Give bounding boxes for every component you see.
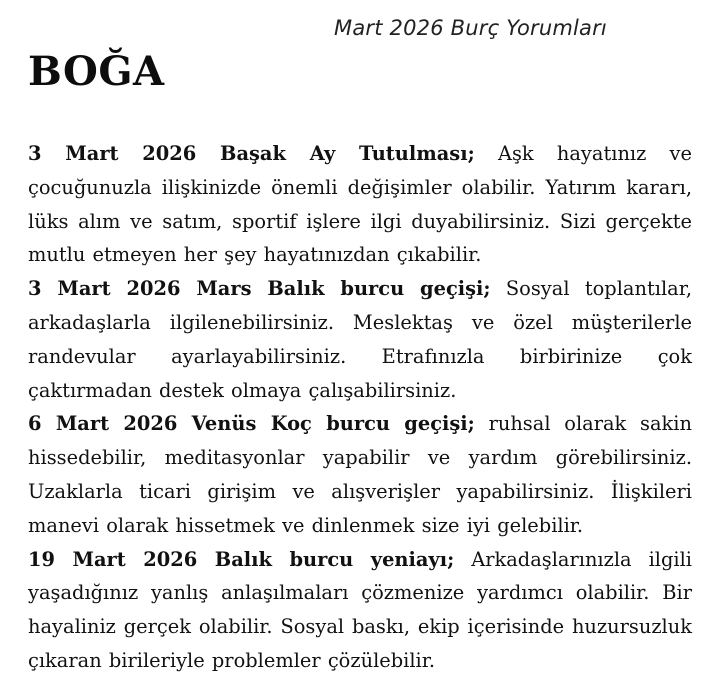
entry-venus-transit	[28, 407, 692, 542]
entry-text: Aşk hayatınız ve çocuğunuzla ilişkinizde önemli değişimler olabilir. Yatırım kararı, lüks alım ve satım, sportif işlere ilgi duyabilirsiniz. Sizi gerçekte mutlu etmeyen her şey hayatınızdan çıkabilir.	[28, 142, 692, 267]
horoscope-entries	[28, 137, 692, 678]
entry-heading: 3 Mart 2026 Mars Balık burcu geçişi;	[28, 277, 491, 301]
entry-text: ruhsal olarak sakin hissedebilir, meditasyonlar yapabilir ve yardım görebilirsiniz. Uzaklarla ticari girişim ve alışverişler yapabilirsiniz. İlişkileri manevi olarak hissetmek ve dinlenmek size iyi gelebilir.	[28, 412, 692, 537]
entry-mars-transit	[28, 272, 692, 407]
page-header-title: Mart 2026 Burç Yorumları	[334, 16, 607, 40]
entry-heading: 6 Mart 2026 Venüs Koç burcu geçişi;	[28, 412, 475, 436]
entry-eclipse	[28, 137, 692, 272]
entry-text: Sosyal toplantılar, arkadaşlarla ilgilenebilirsiniz. Meslektaş ve özel müşterilerle randevular ayarlayabilirsiniz. Etrafınızla birbirinize çok çaktırmadan destek olmaya çalışabilirsiniz.	[28, 277, 693, 402]
entry-heading: 3 Mart 2026 Başak Ay Tutulması;	[28, 142, 475, 165]
zodiac-sign-title: BOĞA	[28, 48, 165, 95]
entry-heading: 19 Mart 2026 Balık burcu yeniayı;	[28, 547, 455, 571]
entry-text: Arkadaşlarınızla ilgili yaşadığınız yanlış anlaşılmaları çözmenize yardımcı olabilir. Bir hayaliniz gerçek olabilir. Sosyal baskı, ekip içerisinde huzursuzluk çıkaran birileriyle problemler çözülebilir.	[28, 547, 692, 672]
entry-new-moon	[28, 543, 692, 678]
